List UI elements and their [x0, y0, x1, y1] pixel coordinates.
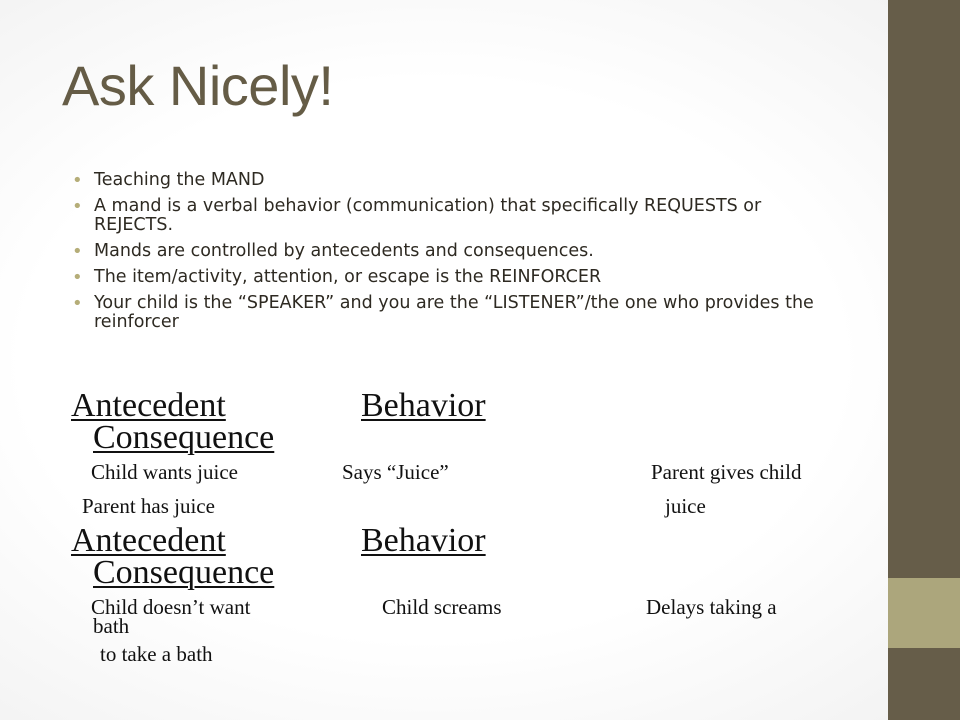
consequence-text-1b: juice	[665, 494, 706, 518]
bullet-item: • Teaching the MAND	[72, 171, 832, 190]
antecedent-header-1: Antecedent	[71, 387, 226, 424]
antecedent-header-2: Antecedent	[71, 522, 226, 559]
slide-title: Ask Nicely!	[62, 54, 334, 117]
antecedent-text-1b: Parent has juice	[82, 494, 215, 518]
bullet-item: • Mands are controlled by antecedents and consequences.	[72, 242, 832, 261]
bullet-item: • The item/activity, attention, or escape is the REINFORCER	[72, 268, 832, 287]
behavior-header-1: Behavior	[361, 387, 486, 424]
sidebar-decoration-top	[888, 0, 960, 578]
consequence-text-1a: Parent gives child	[651, 460, 802, 484]
bullet-item: • A mand is a verbal behavior (communication) that specifically REQUESTS or REJECTS.	[72, 197, 832, 235]
antecedent-text-1a: Child wants juice	[91, 460, 238, 484]
sidebar-decoration-accent	[888, 578, 960, 648]
behavior-header-2: Behavior	[361, 522, 486, 559]
consequence-header-2: Consequence	[93, 554, 275, 591]
antecedent-text-2a: Child doesn’t want	[91, 595, 251, 619]
behavior-text-1: Says “Juice”	[342, 460, 449, 484]
bullet-list	[72, 171, 832, 339]
behavior-text-2: Child screams	[382, 595, 502, 619]
consequence-wrap-2: bath	[93, 614, 130, 638]
antecedent-text-2b: to take a bath	[100, 642, 213, 666]
consequence-text-2a: Delays taking a	[646, 595, 777, 619]
consequence-header-1: Consequence	[93, 419, 275, 456]
bullet-item: • Your child is the “SPEAKER” and you are the “LISTENER”/the one who provides the reinforcer	[72, 294, 832, 332]
sidebar-decoration-bottom	[888, 648, 960, 720]
